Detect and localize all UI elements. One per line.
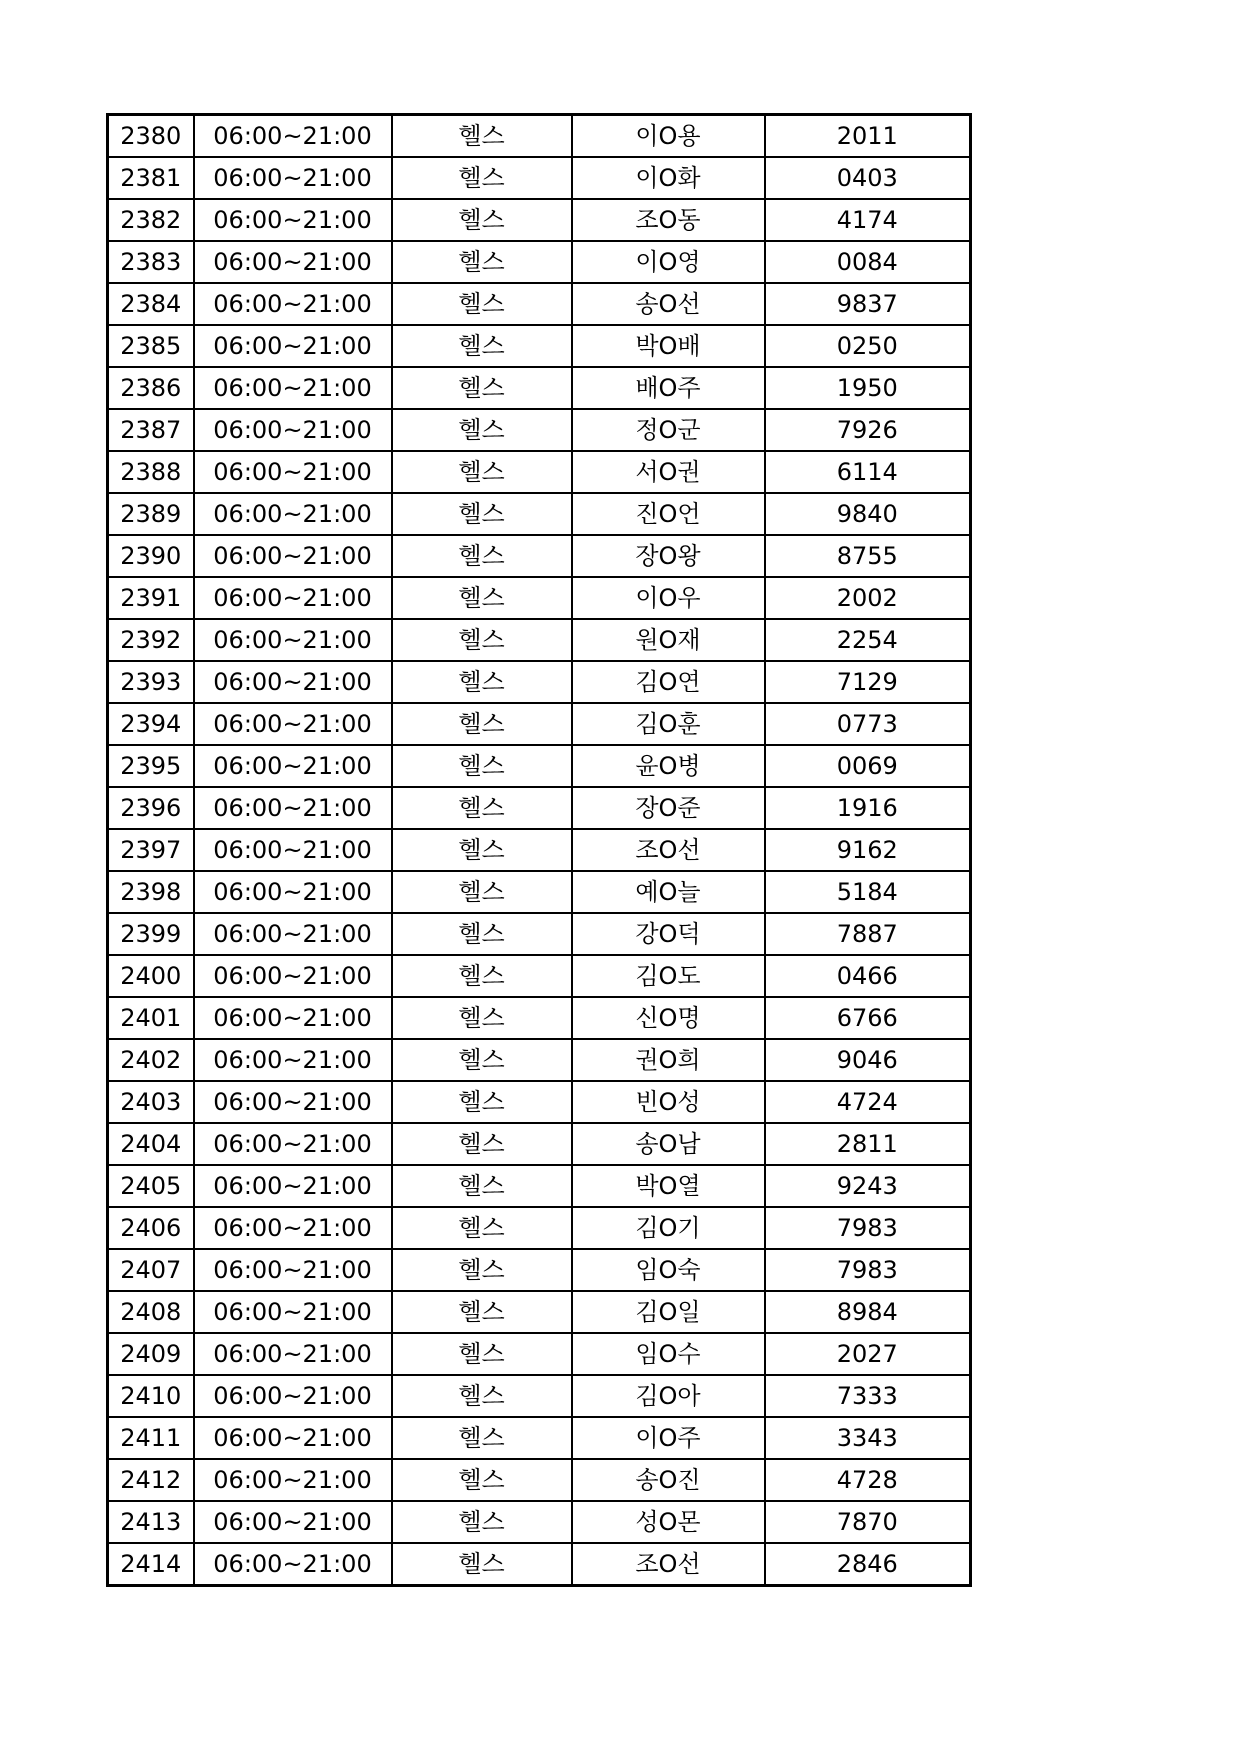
member-code-cell: 9162 [765, 829, 971, 871]
member-code-cell: 2002 [765, 577, 971, 619]
member-code-cell: 7983 [765, 1249, 971, 1291]
table-row [108, 1081, 971, 1123]
member-name-cell: 조O동 [572, 199, 765, 241]
member-code-cell: 9243 [765, 1165, 971, 1207]
hours-cell: 06:00~21:00 [194, 1459, 392, 1501]
hours-cell: 06:00~21:00 [194, 1249, 392, 1291]
member-name-cell: 이O화 [572, 157, 765, 199]
table-row [108, 703, 971, 745]
member-number-cell: 2409 [108, 1333, 194, 1375]
member-code-cell: 0773 [765, 703, 971, 745]
program-cell: 헬스 [392, 1165, 572, 1207]
hours-cell: 06:00~21:00 [194, 745, 392, 787]
hours-cell: 06:00~21:00 [194, 1333, 392, 1375]
hours-cell: 06:00~21:00 [194, 115, 392, 158]
program-cell: 헬스 [392, 535, 572, 577]
program-cell: 헬스 [392, 955, 572, 997]
hours-cell: 06:00~21:00 [194, 787, 392, 829]
member-number-cell: 2382 [108, 199, 194, 241]
member-name-cell: 김O아 [572, 1375, 765, 1417]
table-row [108, 325, 971, 367]
member-code-cell: 0466 [765, 955, 971, 997]
hours-cell: 06:00~21:00 [194, 1207, 392, 1249]
table-row [108, 283, 971, 325]
table-row [108, 115, 971, 158]
member-name-cell: 임O수 [572, 1333, 765, 1375]
table-row [108, 1207, 971, 1249]
member-number-cell: 2385 [108, 325, 194, 367]
table-row [108, 1039, 971, 1081]
table-row [108, 367, 971, 409]
table-row [108, 955, 971, 997]
member-code-cell: 8984 [765, 1291, 971, 1333]
table-row [108, 1333, 971, 1375]
table-row [108, 745, 971, 787]
member-number-cell: 2396 [108, 787, 194, 829]
member-code-cell: 1950 [765, 367, 971, 409]
table-row [108, 1501, 971, 1543]
program-cell: 헬스 [392, 1543, 572, 1586]
hours-cell: 06:00~21:00 [194, 577, 392, 619]
hours-cell: 06:00~21:00 [194, 1081, 392, 1123]
table-row [108, 871, 971, 913]
table-row [108, 1417, 971, 1459]
member-code-cell: 9046 [765, 1039, 971, 1081]
member-number-cell: 2393 [108, 661, 194, 703]
member-name-cell: 원O재 [572, 619, 765, 661]
member-number-cell: 2410 [108, 1375, 194, 1417]
hours-cell: 06:00~21:00 [194, 283, 392, 325]
table-row [108, 661, 971, 703]
hours-cell: 06:00~21:00 [194, 703, 392, 745]
program-cell: 헬스 [392, 1459, 572, 1501]
program-cell: 헬스 [392, 451, 572, 493]
member-number-cell: 2386 [108, 367, 194, 409]
program-cell: 헬스 [392, 199, 572, 241]
program-cell: 헬스 [392, 1375, 572, 1417]
hours-cell: 06:00~21:00 [194, 409, 392, 451]
member-name-cell: 김O훈 [572, 703, 765, 745]
table-row [108, 451, 971, 493]
program-cell: 헬스 [392, 1039, 572, 1081]
member-code-cell: 2846 [765, 1543, 971, 1586]
member-name-cell: 박O열 [572, 1165, 765, 1207]
member-code-cell: 9837 [765, 283, 971, 325]
program-cell: 헬스 [392, 745, 572, 787]
hours-cell: 06:00~21:00 [194, 367, 392, 409]
program-cell: 헬스 [392, 1333, 572, 1375]
program-cell: 헬스 [392, 1501, 572, 1543]
member-name-cell: 조O선 [572, 829, 765, 871]
table-row [108, 1249, 971, 1291]
member-name-cell: 이O용 [572, 115, 765, 158]
program-cell: 헬스 [392, 1249, 572, 1291]
program-cell: 헬스 [392, 241, 572, 283]
member-code-cell: 0069 [765, 745, 971, 787]
member-number-cell: 2399 [108, 913, 194, 955]
member-number-cell: 2401 [108, 997, 194, 1039]
member-number-cell: 2387 [108, 409, 194, 451]
program-cell: 헬스 [392, 283, 572, 325]
member-number-cell: 2400 [108, 955, 194, 997]
program-cell: 헬스 [392, 787, 572, 829]
member-code-cell: 5184 [765, 871, 971, 913]
member-number-cell: 2380 [108, 115, 194, 158]
member-code-cell: 7887 [765, 913, 971, 955]
hours-cell: 06:00~21:00 [194, 997, 392, 1039]
member-roster-table [106, 113, 972, 1587]
member-name-cell: 조O선 [572, 1543, 765, 1586]
roster-body [108, 115, 971, 1586]
member-number-cell: 2408 [108, 1291, 194, 1333]
member-code-cell: 7926 [765, 409, 971, 451]
table-row [108, 1375, 971, 1417]
member-name-cell: 이O영 [572, 241, 765, 283]
table-row [108, 829, 971, 871]
member-name-cell: 송O진 [572, 1459, 765, 1501]
member-name-cell: 김O일 [572, 1291, 765, 1333]
member-number-cell: 2397 [108, 829, 194, 871]
hours-cell: 06:00~21:00 [194, 871, 392, 913]
hours-cell: 06:00~21:00 [194, 913, 392, 955]
table-row [108, 1543, 971, 1586]
table-row [108, 997, 971, 1039]
program-cell: 헬스 [392, 1417, 572, 1459]
member-number-cell: 2383 [108, 241, 194, 283]
hours-cell: 06:00~21:00 [194, 451, 392, 493]
table-row [108, 199, 971, 241]
member-number-cell: 2405 [108, 1165, 194, 1207]
program-cell: 헬스 [392, 1291, 572, 1333]
member-code-cell: 7129 [765, 661, 971, 703]
hours-cell: 06:00~21:00 [194, 1123, 392, 1165]
table-row [108, 157, 971, 199]
program-cell: 헬스 [392, 367, 572, 409]
hours-cell: 06:00~21:00 [194, 493, 392, 535]
member-name-cell: 권O희 [572, 1039, 765, 1081]
table-row [108, 577, 971, 619]
member-code-cell: 2254 [765, 619, 971, 661]
member-code-cell: 4174 [765, 199, 971, 241]
member-name-cell: 송O선 [572, 283, 765, 325]
member-name-cell: 장O준 [572, 787, 765, 829]
member-name-cell: 이O우 [572, 577, 765, 619]
member-name-cell: 이O주 [572, 1417, 765, 1459]
table-row [108, 619, 971, 661]
hours-cell: 06:00~21:00 [194, 1375, 392, 1417]
member-name-cell: 장O왕 [572, 535, 765, 577]
member-number-cell: 2406 [108, 1207, 194, 1249]
member-code-cell: 4724 [765, 1081, 971, 1123]
member-name-cell: 김O기 [572, 1207, 765, 1249]
member-name-cell: 정O군 [572, 409, 765, 451]
member-name-cell: 김O연 [572, 661, 765, 703]
member-code-cell: 7333 [765, 1375, 971, 1417]
member-name-cell: 성O몬 [572, 1501, 765, 1543]
program-cell: 헬스 [392, 325, 572, 367]
member-number-cell: 2394 [108, 703, 194, 745]
program-cell: 헬스 [392, 997, 572, 1039]
program-cell: 헬스 [392, 493, 572, 535]
member-number-cell: 2412 [108, 1459, 194, 1501]
member-code-cell: 0084 [765, 241, 971, 283]
program-cell: 헬스 [392, 1123, 572, 1165]
hours-cell: 06:00~21:00 [194, 955, 392, 997]
member-number-cell: 2381 [108, 157, 194, 199]
program-cell: 헬스 [392, 577, 572, 619]
hours-cell: 06:00~21:00 [194, 661, 392, 703]
member-code-cell: 2027 [765, 1333, 971, 1375]
program-cell: 헬스 [392, 619, 572, 661]
member-code-cell: 8755 [765, 535, 971, 577]
hours-cell: 06:00~21:00 [194, 1543, 392, 1586]
member-name-cell: 신O명 [572, 997, 765, 1039]
table-row [108, 409, 971, 451]
member-code-cell: 7870 [765, 1501, 971, 1543]
member-number-cell: 2395 [108, 745, 194, 787]
member-number-cell: 2398 [108, 871, 194, 913]
member-name-cell: 김O도 [572, 955, 765, 997]
program-cell: 헬스 [392, 115, 572, 158]
program-cell: 헬스 [392, 871, 572, 913]
member-name-cell: 서O권 [572, 451, 765, 493]
hours-cell: 06:00~21:00 [194, 535, 392, 577]
member-code-cell: 0403 [765, 157, 971, 199]
hours-cell: 06:00~21:00 [194, 1165, 392, 1207]
member-number-cell: 2414 [108, 1543, 194, 1586]
hours-cell: 06:00~21:00 [194, 619, 392, 661]
member-code-cell: 2811 [765, 1123, 971, 1165]
member-code-cell: 1916 [765, 787, 971, 829]
program-cell: 헬스 [392, 829, 572, 871]
member-number-cell: 2391 [108, 577, 194, 619]
member-number-cell: 2413 [108, 1501, 194, 1543]
table-row [108, 787, 971, 829]
member-number-cell: 2390 [108, 535, 194, 577]
member-name-cell: 박O배 [572, 325, 765, 367]
hours-cell: 06:00~21:00 [194, 241, 392, 283]
member-number-cell: 2388 [108, 451, 194, 493]
member-code-cell: 3343 [765, 1417, 971, 1459]
member-name-cell: 예O늘 [572, 871, 765, 913]
member-number-cell: 2404 [108, 1123, 194, 1165]
table-row [108, 1165, 971, 1207]
hours-cell: 06:00~21:00 [194, 325, 392, 367]
program-cell: 헬스 [392, 913, 572, 955]
program-cell: 헬스 [392, 703, 572, 745]
member-code-cell: 4728 [765, 1459, 971, 1501]
program-cell: 헬스 [392, 1081, 572, 1123]
member-code-cell: 2011 [765, 115, 971, 158]
member-name-cell: 배O주 [572, 367, 765, 409]
table-row [108, 1123, 971, 1165]
member-number-cell: 2384 [108, 283, 194, 325]
member-number-cell: 2392 [108, 619, 194, 661]
member-code-cell: 9840 [765, 493, 971, 535]
member-name-cell: 강O덕 [572, 913, 765, 955]
hours-cell: 06:00~21:00 [194, 1501, 392, 1543]
member-number-cell: 2389 [108, 493, 194, 535]
table-row [108, 1459, 971, 1501]
member-code-cell: 0250 [765, 325, 971, 367]
hours-cell: 06:00~21:00 [194, 1291, 392, 1333]
member-code-cell: 6114 [765, 451, 971, 493]
member-number-cell: 2411 [108, 1417, 194, 1459]
member-name-cell: 윤O병 [572, 745, 765, 787]
hours-cell: 06:00~21:00 [194, 199, 392, 241]
member-number-cell: 2407 [108, 1249, 194, 1291]
member-number-cell: 2403 [108, 1081, 194, 1123]
member-name-cell: 빈O성 [572, 1081, 765, 1123]
program-cell: 헬스 [392, 1207, 572, 1249]
program-cell: 헬스 [392, 157, 572, 199]
table-row [108, 1291, 971, 1333]
member-number-cell: 2402 [108, 1039, 194, 1081]
table-row [108, 493, 971, 535]
member-code-cell: 7983 [765, 1207, 971, 1249]
table-row [108, 913, 971, 955]
table-row [108, 535, 971, 577]
program-cell: 헬스 [392, 409, 572, 451]
member-name-cell: 송O남 [572, 1123, 765, 1165]
member-name-cell: 임O숙 [572, 1249, 765, 1291]
program-cell: 헬스 [392, 661, 572, 703]
member-code-cell: 6766 [765, 997, 971, 1039]
member-name-cell: 진O언 [572, 493, 765, 535]
hours-cell: 06:00~21:00 [194, 1039, 392, 1081]
hours-cell: 06:00~21:00 [194, 157, 392, 199]
hours-cell: 06:00~21:00 [194, 1417, 392, 1459]
table-row [108, 241, 971, 283]
hours-cell: 06:00~21:00 [194, 829, 392, 871]
